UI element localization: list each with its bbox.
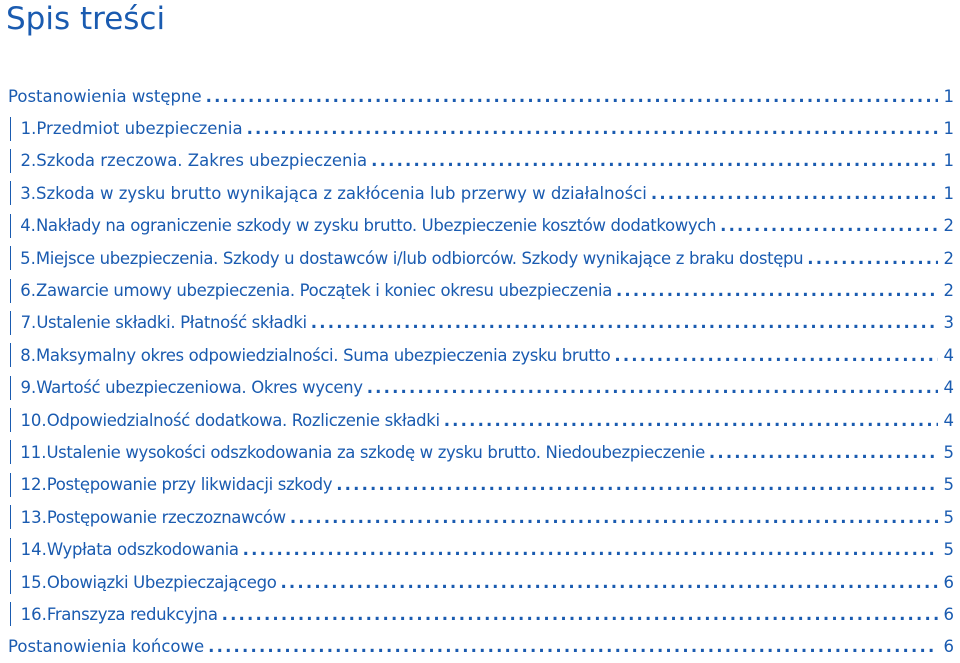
dot-leader [336,475,938,494]
toc-entry-3[interactable] [0,177,960,209]
dot-leader [651,184,938,203]
dot-leader [720,216,938,235]
entry-marker-bar [10,505,11,529]
toc-entry-number: 3. [20,184,36,203]
toc-entry-number: 15. [21,573,47,592]
toc-entry-label: Zawarcie umowy ubezpieczenia. Początek i koniec okresu ubezpieczenia [36,281,612,300]
toc-entry-7[interactable] [0,307,960,339]
dot-leader [222,605,938,624]
dot-leader [247,119,938,138]
dot-leader [709,443,938,462]
entry-marker-bar [10,570,11,594]
dot-leader [616,281,938,300]
toc-entry-4[interactable] [0,210,960,242]
entry-marker-bar [10,117,11,141]
toc-page-number: 1 [940,184,954,203]
toc-entry-9[interactable] [0,372,960,404]
toc-entry-label: Szkoda w zysku brutto wynikająca z zakłócenia lub przerwy w działalności [36,184,647,203]
dot-leader [208,637,938,656]
toc-entry-14[interactable] [0,533,960,565]
toc-page-number: 5 [940,475,954,494]
toc-entry-label: Szkoda rzeczowa. Zakres ubezpieczenia [36,151,367,170]
toc-page-number: 4 [940,346,954,365]
toc-entry-number: 9. [21,378,37,397]
toc-entry-number: 1. [21,119,37,138]
dot-leader [367,378,938,397]
toc-entry-16[interactable] [0,598,960,630]
toc-page-number: 6 [940,605,954,624]
toc-entry-final[interactable] [0,631,960,663]
dot-leader [311,313,938,332]
dot-leader [280,573,938,592]
toc-entry-label: Franszyza redukcyjna [47,605,218,624]
toc-page-number: 4 [940,411,954,430]
toc-entry-1[interactable] [0,112,960,144]
dot-leader [807,249,938,268]
toc-entry-number: 2. [21,151,37,170]
toc-entry-number: 7. [21,313,37,332]
toc-entry-5[interactable] [0,242,960,274]
entry-marker-bar [10,602,11,626]
toc-page-number: 1 [940,119,954,138]
toc-entry-label: Odpowiedzialność dodatkowa. Rozliczenie składki [47,411,440,430]
toc-entry-number: 4. [20,216,36,235]
entry-marker-bar [10,149,11,173]
page-title: Spis treści [6,0,165,38]
dot-leader [371,151,938,170]
toc-entry-intro[interactable] [0,80,960,112]
toc-entry-10[interactable] [0,404,960,436]
entry-marker-bar [10,311,11,335]
toc-entry-label: Maksymalny okres odpowiedzialności. Suma ubezpieczenia zysku brutto [36,346,610,365]
toc-entry-label: Postępowanie przy likwidacji szkody [47,475,332,494]
table-of-contents [0,80,960,663]
toc-entry-12[interactable] [0,469,960,501]
toc-entry-number: 12. [21,475,47,494]
toc-entry-number: 5. [20,249,36,268]
toc-page-number: 2 [940,249,954,268]
dot-leader [206,87,938,106]
toc-entry-label: Wypłata odszkodowania [47,540,239,559]
toc-entry-number: 16. [21,605,47,624]
toc-entry-number: 14. [21,540,47,559]
toc-page-number: 5 [940,443,954,462]
toc-entry-label: Postanowienia końcowe [8,637,204,656]
toc-entry-6[interactable] [0,274,960,306]
toc-entry-number: 8. [20,346,36,365]
toc-entry-label: Ustalenie wysokości odszkodowania za szkodę w zysku brutto. Niedoubezpieczenie [46,443,704,462]
toc-entry-15[interactable] [0,566,960,598]
toc-entry-number: 11. [20,443,46,462]
toc-page-number: 3 [940,313,954,332]
toc-entry-label: Ustalenie składki. Płatność składki [36,313,306,332]
toc-page-number: 4 [940,378,954,397]
toc-page-number: 5 [940,540,954,559]
dot-leader [614,346,938,365]
toc-entry-11[interactable] [0,436,960,468]
toc-page-number: 6 [940,637,954,656]
dot-leader [290,508,938,527]
toc-page-number: 6 [940,573,954,592]
toc-page-number: 2 [940,216,954,235]
toc-entry-label: Nakłady na ograniczenie szkody w zysku brutto. Ubezpieczenie kosztów dodatkowych [36,216,716,235]
toc-entry-number: 6. [20,281,36,300]
toc-page-number: 5 [940,508,954,527]
toc-entry-label: Postanowienia wstępne [8,87,202,106]
entry-marker-bar [10,538,11,562]
toc-entry-label: Obowiązki Ubezpieczającego [47,573,277,592]
toc-entry-label: Postępowanie rzeczoznawców [47,508,286,527]
toc-page-number: 2 [940,281,954,300]
toc-entry-label: Miejsce ubezpieczenia. Szkody u dostawców i/lub odbiorców. Szkody wynikające z braku dostępu [36,249,803,268]
toc-entry-2[interactable] [0,145,960,177]
dot-leader [444,411,938,430]
toc-page-number: 1 [940,151,954,170]
entry-marker-bar [10,473,11,497]
toc-entry-13[interactable] [0,501,960,533]
toc-entry-number: 10. [20,411,46,430]
toc-entry-label: Przedmiot ubezpieczenia [36,119,242,138]
toc-entry-number: 13. [21,508,47,527]
entry-marker-bar [10,376,11,400]
toc-entry-8[interactable] [0,339,960,371]
dot-leader [243,540,938,559]
toc-page-number: 1 [940,87,954,106]
toc-entry-label: Wartość ubezpieczeniowa. Okres wyceny [36,378,362,397]
